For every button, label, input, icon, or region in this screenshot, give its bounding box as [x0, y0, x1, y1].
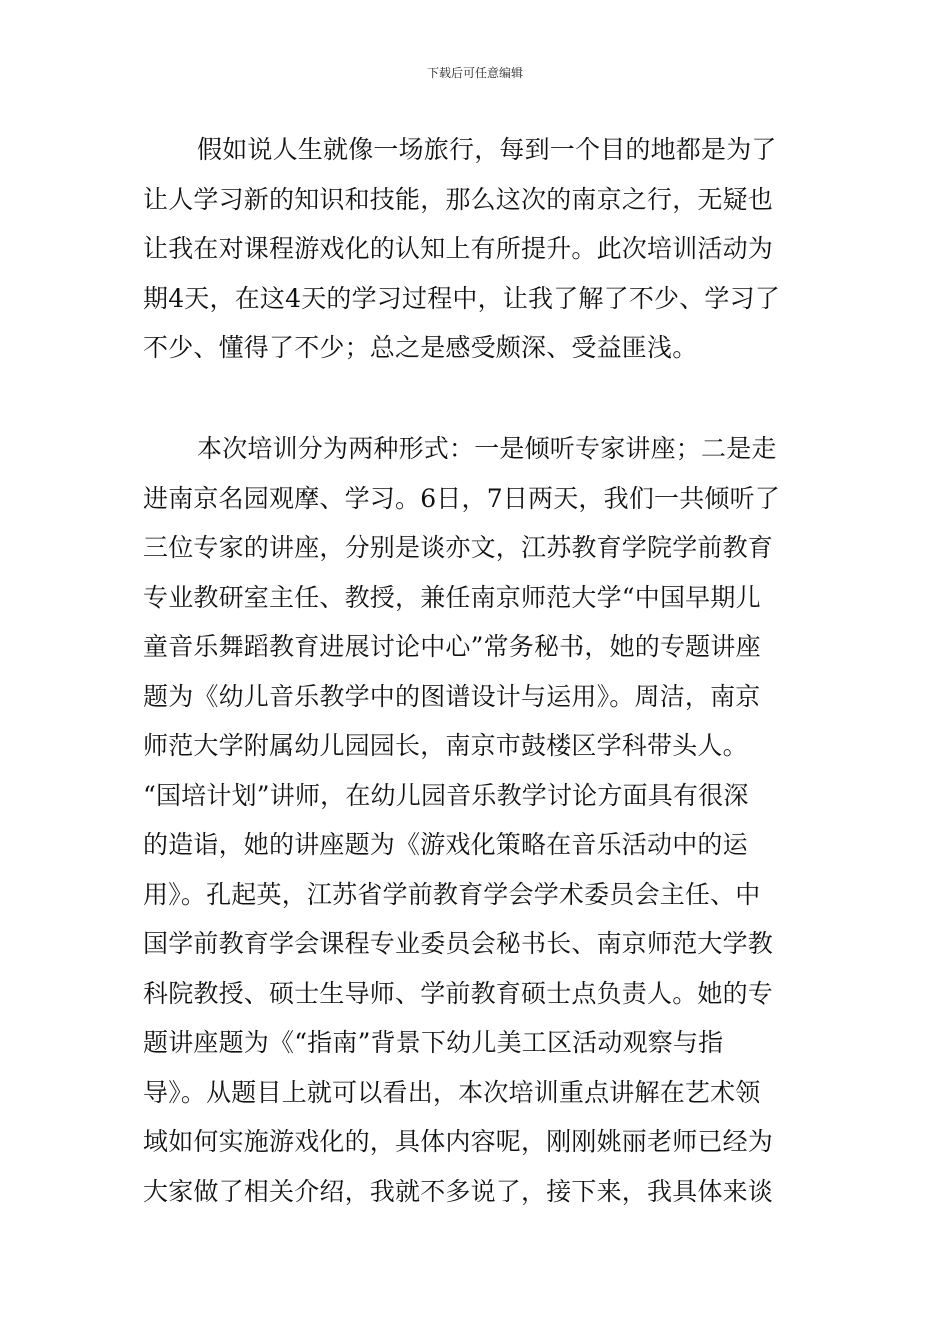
- paragraph-1: [143, 125, 811, 373]
- paragraph-line: 让我在对课程游戏化的认知上有所提升。此次培训活动为: [143, 234, 774, 263]
- paragraph-line: 本次培训分为两种形式：一是倾听专家讲座；二是走: [197, 434, 777, 463]
- paragraph-line: 不少、懂得了不少；总之是感受颇深、受益匪浅。: [143, 333, 698, 362]
- paragraph-line: 专业教研室主任、教授，兼任南京师范大学“中国早期儿: [143, 582, 761, 612]
- paragraph-line: 三位专家的讲座，分别是谈亦文，江苏教育学院学前教育: [143, 533, 774, 562]
- paragraph-line: 国学前教育学会课程专业委员会秘书长、南京师范大学教: [143, 929, 774, 958]
- paragraph-line: 大家做了相关介绍，我就不多说了，接下来，我具体来谈: [143, 1176, 774, 1206]
- paragraph-line: 用》。孔起英，江苏省学前教育学会学术委员会主任、中: [143, 879, 761, 909]
- paragraph-line: 假如说人生就像一场旅行，每到一个目的地都是为了: [197, 135, 777, 164]
- paragraph-line: 题为《幼儿音乐教学中的图谱设计与运用》。周洁，南京: [143, 681, 761, 711]
- paragraph-line: 的造诣，她的讲座题为《游戏化策略在音乐活动中的运: [143, 830, 748, 859]
- paragraph-line: 师范大学附属幼儿园园长，南京市鼓楼区学科带头人。: [143, 731, 748, 760]
- paragraph-line: 童音乐舞蹈教育进展讨论中心”常务秘书，她的专题讲座: [143, 632, 761, 661]
- paragraph-line: 期4天，在这4天的学习过程中，让我了解了不少、学习了: [143, 283, 781, 313]
- paragraph-line: “国培计划”讲师，在幼儿园音乐教学讨论方面具有很深: [143, 780, 749, 810]
- paragraph-line: 导》。从题目上就可以看出，本次培训重点讲解在艺术领: [143, 1077, 761, 1107]
- paragraph-line: 域如何实施游戏化的，具体内容呢，刚刚姚丽老师已经为: [143, 1127, 774, 1156]
- page-header: 下载后可任意编辑: [426, 66, 523, 80]
- paragraph-line: 科院教授、硕士生导师、学前教育硕士点负责人。她的专: [143, 978, 774, 1008]
- paragraph-2: [143, 424, 811, 1216]
- paragraph-line: 让人学习新的知识和技能，那么这次的南京之行，无疑也: [143, 184, 774, 214]
- paragraph-line: 进南京名园观摩、学习。6日，7日两天，我们一共倾听了: [143, 483, 781, 513]
- paragraph-line: 题讲座题为《“指南”背景下幼儿美工区活动观察与指: [143, 1028, 724, 1057]
